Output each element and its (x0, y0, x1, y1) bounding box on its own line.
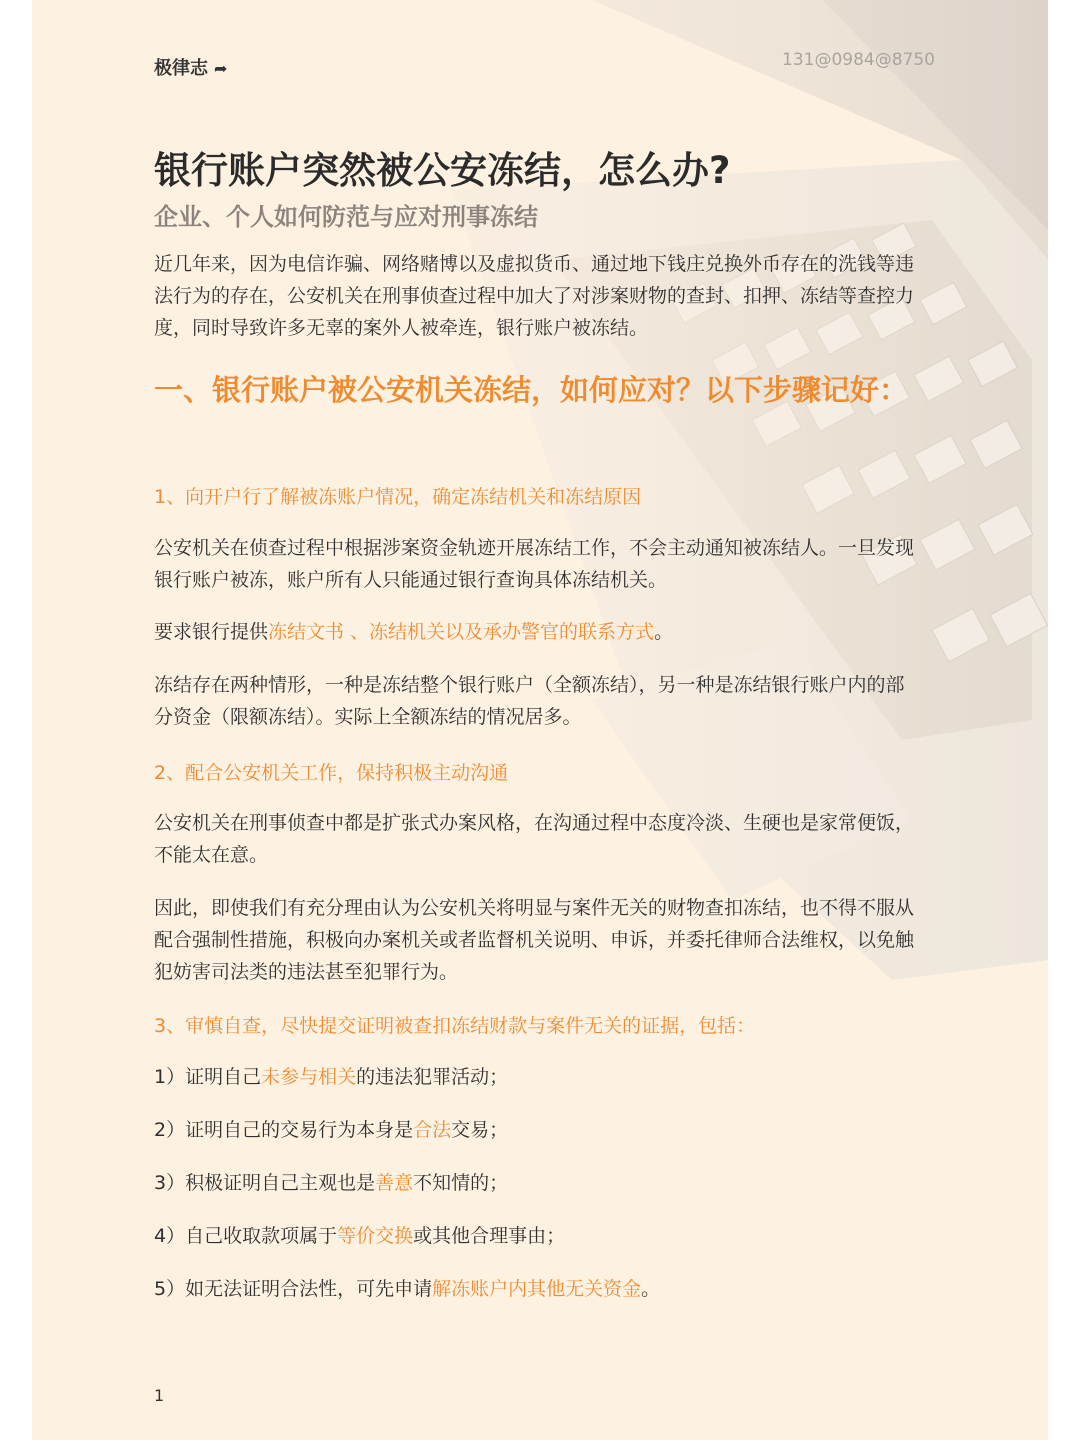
text: 要求银行提供 (154, 621, 269, 643)
page-number: 1 (154, 1386, 165, 1405)
highlight-text: 冻结文书 、冻结机关以及承办警官的联系方式 (268, 621, 655, 643)
text: 。 (641, 1278, 661, 1300)
page-subtitle: 企业、个人如何防范与应对刑事冻结 (154, 203, 538, 231)
text: 。 (654, 621, 674, 643)
step1-paragraph-2 (154, 616, 919, 648)
text: 3）积极证明自己主观也是 (154, 1172, 376, 1194)
text: 交易； (451, 1119, 509, 1141)
text: 或其他合理事由； (413, 1225, 566, 1247)
watermark-id: 131@0984@8750 (782, 50, 935, 70)
list-item (154, 1114, 919, 1146)
step1-paragraph-1: 公安机关在侦查过程中根据涉案资金轨迹开展冻结工作，不会主动通知被冻结人。一旦发现银行账户被冻，账户所有人只能通过银行查询具体冻结机关。 (154, 537, 915, 591)
page-title: 银行账户突然被公安冻结，怎么办? (154, 149, 731, 192)
section-heading: 一、银行账户被公安机关冻结，如何应对？以下步骤记好： (154, 373, 909, 407)
text: 1）证明自己 (154, 1066, 262, 1088)
text: 5）如无法证明合法性，可先申请 (154, 1278, 433, 1300)
brand-header (154, 54, 227, 80)
list-item (154, 1220, 919, 1252)
highlight-text: 善意 (375, 1172, 414, 1194)
intro-paragraph: 近几年来，因为电信诈骗、网络赌博以及虚拟货币、通过地下钱庄兑换外币存在的洗钱等违法行为的存在，公安机关在刑事侦查过程中加大了对涉案财物的查封、扣押、冻结等查控力度，同时导致许多无辜的案外人被牵连，银行账户被冻结。 (154, 253, 915, 339)
text: 4）自己收取款项属于 (154, 1225, 338, 1247)
text: 的违法犯罪活动； (356, 1066, 509, 1088)
brand-name: 极律志 (154, 58, 208, 79)
highlight-text: 未参与相关 (261, 1066, 357, 1088)
step3-heading: 3、审慎自查，尽快提交证明被查扣冻结财款与案件无关的证据，包括： (154, 1015, 756, 1037)
highlight-text: 解冻账户内其他无关资金 (432, 1278, 642, 1300)
step1-paragraph-3: 冻结存在两种情形，一种是冻结整个银行账户（全额冻结），另一种是冻结银行账户内的部分资金（限额冻结）。实际上全额冻结的情况居多。 (154, 674, 905, 728)
list-item (154, 1273, 919, 1305)
list-item (154, 1167, 919, 1199)
step1-heading: 1、向开户行了解被冻账户情况，确定冻结机关和冻结原因 (154, 486, 642, 508)
highlight-text: 等价交换 (337, 1225, 414, 1247)
document-page (32, 0, 1048, 1440)
text: 不知情的； (413, 1172, 509, 1194)
share-arrow-icon: ➦ (214, 59, 228, 78)
step2-heading: 2、配合公安机关工作，保持积极主动沟通 (154, 762, 509, 784)
step2-paragraph-2: 因此，即使我们有充分理由认为公安机关将明显与案件无关的财物查扣冻结，也不得不服从配合强制性措施，积极向办案机关或者监督机关说明、申诉，并委托律师合法维权，以免触犯妨害司法类的违法甚至犯罪行为。 (154, 897, 915, 983)
text: 2）证明自己的交易行为本身是 (154, 1119, 414, 1141)
step2-paragraph-1: 公安机关在刑事侦查中都是扩张式办案风格，在沟通过程中态度冷淡、生硬也是家常便饭，不能太在意。 (154, 812, 915, 866)
highlight-text: 合法 (413, 1119, 452, 1141)
list-item (154, 1061, 919, 1093)
